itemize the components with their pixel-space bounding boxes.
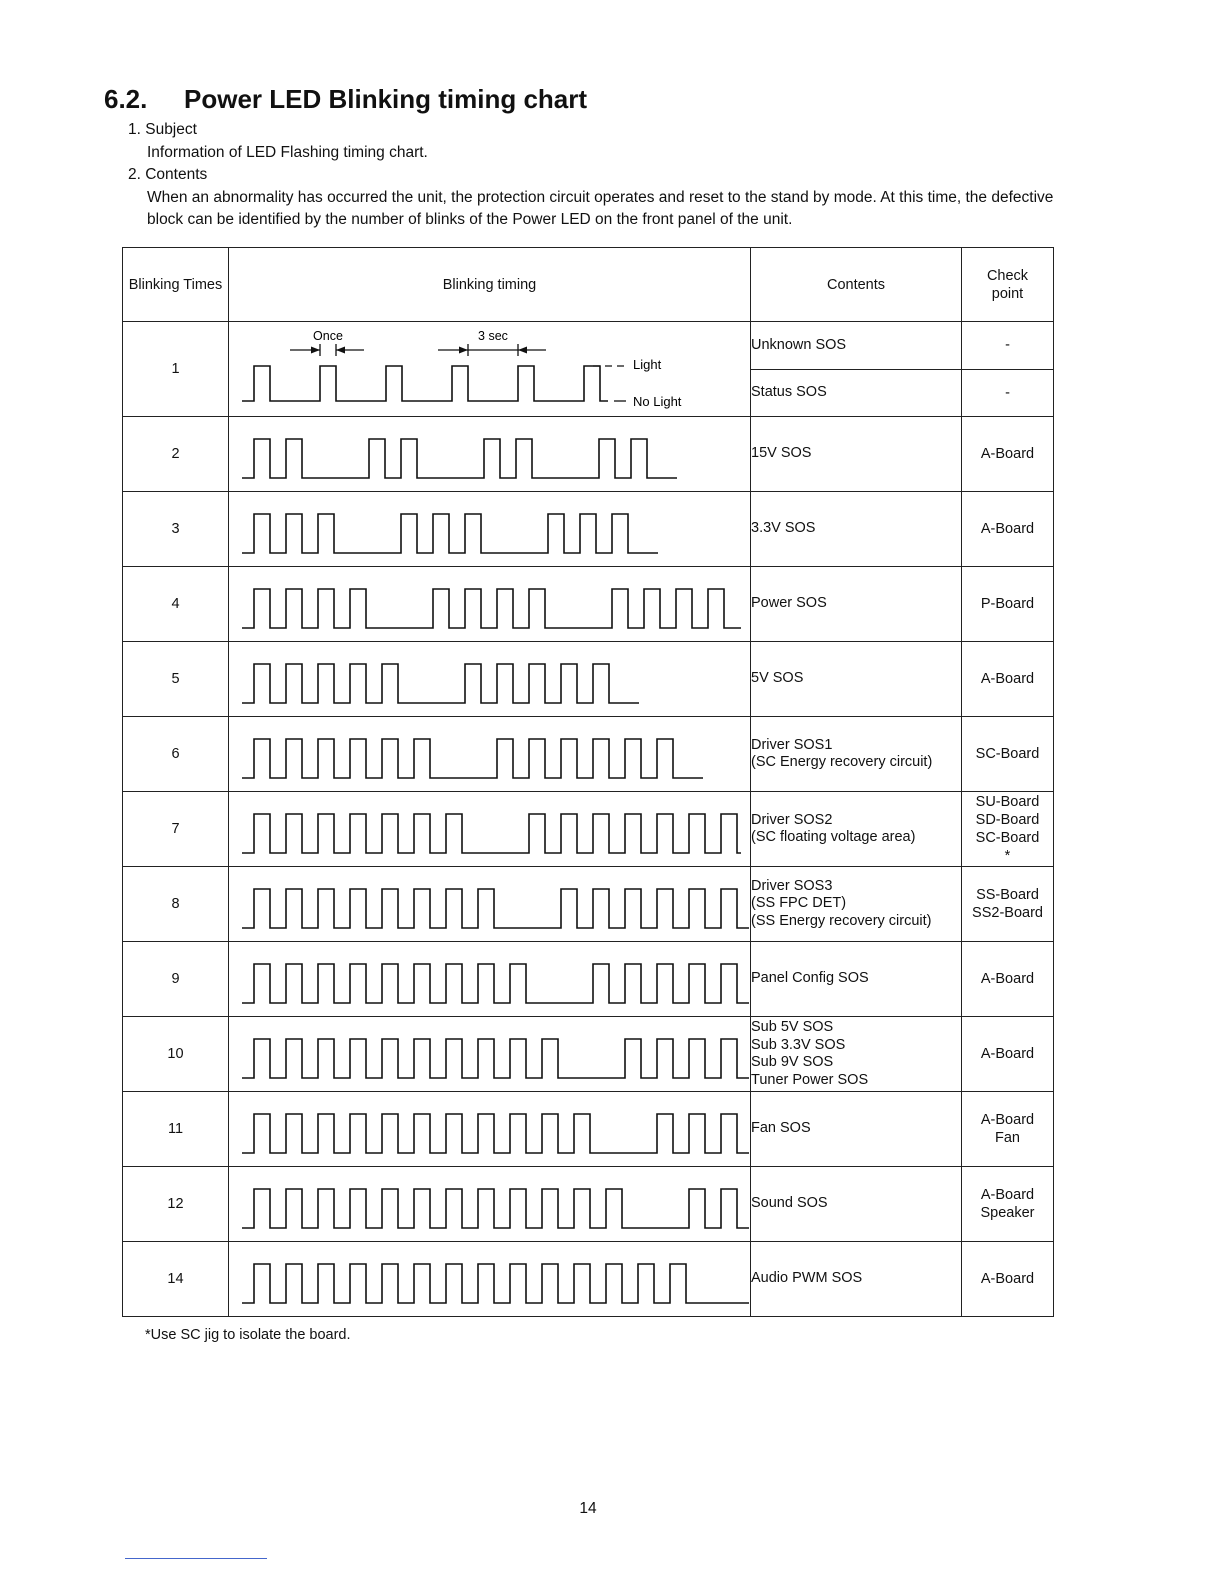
blinking-timing-table [122, 247, 1054, 1317]
contents-cell-line: (SC floating voltage area) [751, 829, 916, 845]
blink-timing-cell [229, 867, 751, 942]
blink-count: 2 [123, 417, 229, 492]
contents-label: 2. Contents [128, 166, 208, 183]
pulse-train [229, 868, 749, 941]
blink-timing-cell [229, 717, 751, 792]
section-heading [104, 84, 587, 115]
pulse-waveform [242, 439, 677, 478]
blink-count: 10 [123, 1017, 229, 1092]
pulse-train [229, 1243, 749, 1316]
pulse-waveform [242, 1039, 749, 1078]
arrow-head-icon [336, 347, 345, 354]
contents-cell: Fan SOS [751, 1092, 962, 1167]
check-point-cell-line: SS2-Board [972, 905, 1043, 921]
pulse-waveform [242, 589, 741, 628]
contents-cell [751, 867, 962, 942]
check-point-cell: A-Board [962, 942, 1054, 1017]
check-point-cell [962, 1092, 1054, 1167]
table-row [123, 567, 1054, 642]
section-number: 6.2. [104, 84, 148, 114]
check-point-cell: A-Board [962, 642, 1054, 717]
footnote: *Use SC jig to isolate the board. [145, 1327, 351, 1343]
blink-timing-cell [229, 417, 751, 492]
check-point-cell: - [962, 322, 1054, 370]
contents-cell-line: Sub 5V SOS [751, 1019, 834, 1035]
pulse-train [229, 568, 749, 641]
subject-label: 1. Subject [128, 121, 197, 138]
pulse-waveform [242, 1189, 749, 1228]
check-point-cell-line: Speaker [980, 1205, 1035, 1221]
check-point-cell-line: SC-Board [975, 830, 1040, 846]
table-row [123, 322, 1054, 370]
light-label: Light [633, 357, 662, 372]
blink-count: 6 [123, 717, 229, 792]
check-point-cell-line: A-Board [980, 1112, 1035, 1128]
contents-cell [751, 1017, 962, 1092]
table-row [123, 492, 1054, 567]
pulse-waveform [242, 964, 749, 1003]
check-point-cell: A-Board [962, 1242, 1054, 1317]
contents-cell: 5V SOS [751, 642, 962, 717]
check-point-cell [962, 1167, 1054, 1242]
pulse-train [229, 643, 749, 716]
pulse-train [229, 1018, 749, 1091]
table-header-row [123, 248, 1054, 322]
blink-timing-cell [229, 1017, 751, 1092]
pulse-waveform [242, 739, 703, 778]
check-point-cell: A-Board [962, 417, 1054, 492]
blink-count: 4 [123, 567, 229, 642]
contents-cell [751, 792, 962, 867]
pulse-waveform [242, 889, 749, 928]
table-row [123, 1092, 1054, 1167]
table-row [123, 867, 1054, 942]
check-point-cell: SC-Board [962, 717, 1054, 792]
table-row [123, 717, 1054, 792]
contents-cell-line: Driver SOS3 [751, 877, 833, 894]
pulse-train [229, 943, 749, 1016]
header-point-line: point [991, 285, 1024, 302]
blink-count: 3 [123, 492, 229, 567]
contents-cell-line: Sub 9V SOS [751, 1054, 834, 1070]
check-point-cell-line: SS-Board [976, 887, 1039, 903]
contents-cell-line: Driver SOS1 [751, 736, 833, 753]
contents-cell: 3.3V SOS [751, 492, 962, 567]
arrow-head-icon [518, 347, 527, 354]
page-number: 14 [579, 1500, 597, 1517]
pulse-waveform [242, 514, 658, 553]
blink-count: 7 [123, 792, 229, 867]
contents-cell: Audio PWM SOS [751, 1242, 962, 1317]
blink-count: 9 [123, 942, 229, 1017]
contents-cell-line: (SC Energy recovery circuit) [751, 754, 933, 770]
check-point-cell: P-Board [962, 567, 1054, 642]
pulse-waveform [242, 664, 639, 703]
pulse-train [229, 718, 749, 791]
table-row [123, 942, 1054, 1017]
contents-cell-line: (SS FPC DET) [751, 895, 847, 912]
check-point-cell: - [962, 369, 1054, 417]
check-point-cell-line: Fan [995, 1130, 1020, 1146]
check-point-cell-line: SU-Board [975, 794, 1040, 810]
no-light-label: No Light [633, 394, 682, 409]
pulse-train [229, 1168, 749, 1241]
table-row [123, 1242, 1054, 1317]
pulse-train [229, 418, 749, 491]
header-blinking-timing: Blinking timing [229, 248, 751, 322]
contents-cell: Status SOS [751, 369, 962, 417]
blink-timing-cell [229, 567, 751, 642]
check-point-cell-line: SD-Board [975, 812, 1040, 828]
pulse-waveform [242, 814, 741, 853]
contents-cell: Power SOS [751, 567, 962, 642]
table-body [123, 322, 1054, 1317]
check-point-cell-line: A-Board [980, 1187, 1035, 1203]
header-blinking-times: Blinking Times [123, 248, 229, 322]
contents-text: When an abnormality has occurred the unit, the protection circuit operates and reset to the stand by mode. At this time, the defective block can be identified by the number of blinks of the Power LED on the front panel of the unit. [147, 188, 1054, 228]
contents-cell-line: Driver SOS2 [751, 811, 833, 828]
blink-timing-cell [229, 1242, 751, 1317]
pulse-train [229, 793, 749, 866]
check-point-cell-line: * [1004, 848, 1011, 864]
table-row [123, 417, 1054, 492]
blink-count: 5 [123, 642, 229, 717]
table-row [123, 1017, 1054, 1092]
pulse-waveform [242, 1114, 749, 1153]
blink-timing-cell [229, 322, 751, 417]
blink-count: 14 [123, 1242, 229, 1317]
header-contents: Contents [751, 248, 962, 322]
blink-count: 11 [123, 1092, 229, 1167]
contents-cell-line: (SS Energy recovery circuit) [751, 912, 932, 929]
check-point-cell: A-Board [962, 1017, 1054, 1092]
contents-cell: Panel Config SOS [751, 942, 962, 1017]
blink-count: 1 [123, 322, 229, 417]
three-sec-label: 3 sec [478, 329, 508, 343]
contents-cell: Sound SOS [751, 1167, 962, 1242]
once-label: Once [313, 329, 343, 343]
blink-timing-cell [229, 1092, 751, 1167]
blink-timing-cell [229, 1167, 751, 1242]
subject-item [128, 119, 1088, 142]
pulse-train [229, 493, 749, 566]
contents-cell: 15V SOS [751, 417, 962, 492]
check-point-cell: A-Board [962, 492, 1054, 567]
contents-cell [751, 717, 962, 792]
blink-timing-cell [229, 792, 751, 867]
blink-timing-cell [229, 642, 751, 717]
contents-cell: Unknown SOS [751, 322, 962, 370]
contents-item [128, 164, 1088, 187]
arrow-head-icon [459, 347, 468, 354]
blink-timing-cell [229, 942, 751, 1017]
subject-text: Information of LED Flashing timing chart. [147, 143, 428, 161]
blink-count: 12 [123, 1167, 229, 1242]
intro-block [128, 119, 1088, 232]
header-check-point [962, 248, 1054, 322]
pulse-waveform [242, 366, 608, 401]
pulse-train [229, 322, 749, 416]
table-row [123, 642, 1054, 717]
table-row [123, 1167, 1054, 1242]
blink-timing-cell [229, 492, 751, 567]
check-point-cell [962, 792, 1054, 867]
pulse-waveform [242, 1264, 749, 1303]
contents-cell-line: Tuner Power SOS [751, 1071, 869, 1088]
pulse-train [229, 1093, 749, 1166]
footer-link-rule [125, 1558, 267, 1559]
check-point-cell [962, 867, 1054, 942]
section-title: Power LED Blinking timing chart [184, 84, 588, 114]
contents-cell-line: Sub 3.3V SOS [751, 1036, 846, 1053]
arrow-head-icon [311, 347, 320, 354]
table-row [123, 792, 1054, 867]
header-check-line: Check [986, 267, 1029, 284]
blink-count: 8 [123, 867, 229, 942]
